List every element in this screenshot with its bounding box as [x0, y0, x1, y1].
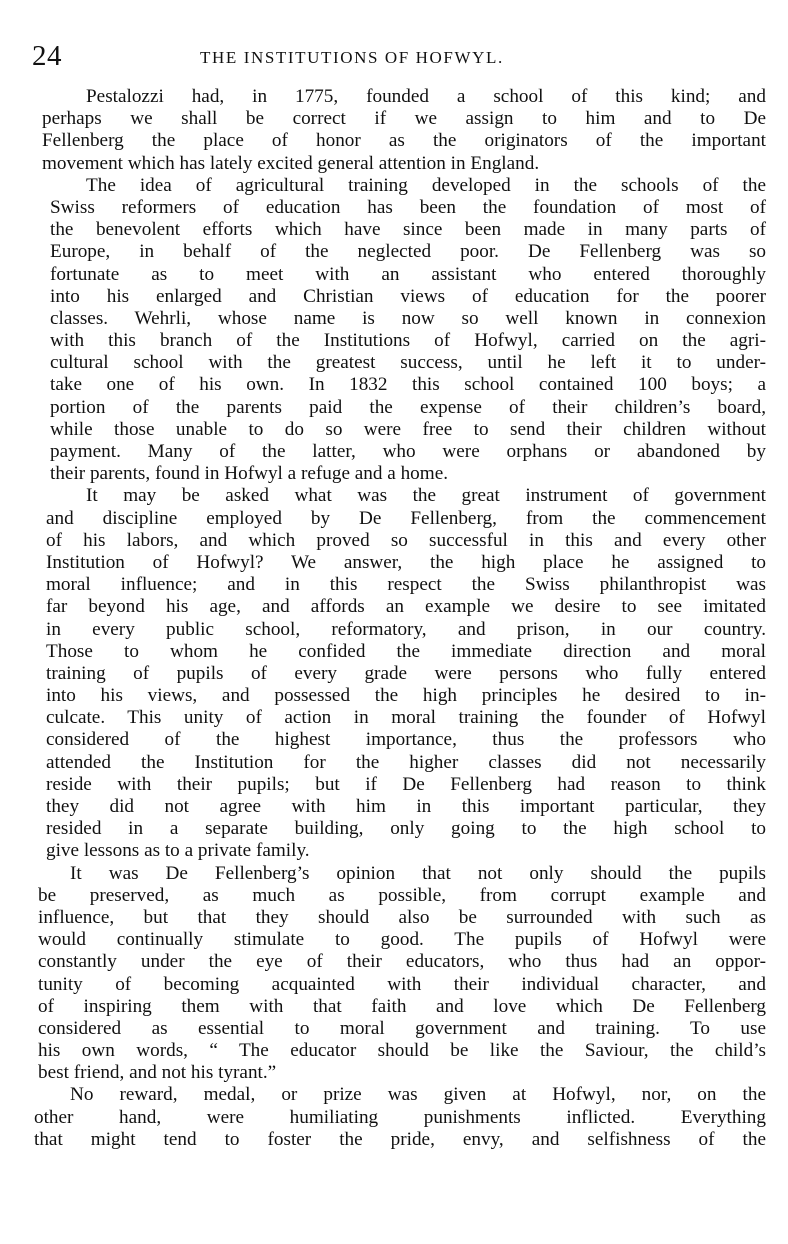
text-line: training of pupils of every grade were persons who fully entered [46, 662, 766, 684]
text-line: of his labors, and which proved so successful in this and every other [46, 529, 766, 551]
text-line: that might tend to foster the pride, envy, and selfishness of the [34, 1128, 766, 1150]
text-line: be preserved, as much as possible, from corrupt example and [38, 884, 766, 906]
text-line: culcate. This unity of action in moral training the founder of Hofwyl [46, 707, 766, 729]
text-line: and discipline employed by De Fellenberg, from the commencement [46, 507, 766, 529]
text-line: constantly under the eye of their educators, who thus had an oppor- [38, 951, 766, 973]
text-line: Europe, in behalf of the neglected poor. De Fellenberg was so [50, 241, 766, 263]
text-line: best friend, and not his tyrant.” [38, 1062, 277, 1084]
text-line: portion of the parents paid the expense of their children’s board, [50, 396, 766, 418]
text-line: attended the Institution for the higher classes did not necessarily [46, 751, 766, 773]
text-line: would continually stimulate to good. The pupils of Hofwyl were [38, 929, 766, 951]
text-line: It may be asked what was the great instrument of government [86, 485, 766, 507]
text-line: fortunate as to meet with an assistant who entered thoroughly [50, 263, 766, 285]
text-line: Swiss reformers of education has been the foundation of most of [50, 196, 766, 218]
body-text [34, 86, 766, 1151]
text-line: Fellenberg the place of honor as the originators of the important [42, 130, 766, 152]
text-line: of inspiring them with that faith and love which De Fellenberg [38, 995, 766, 1017]
text-line: movement which has lately excited general attention in England. [42, 152, 540, 174]
text-line: The idea of agricultural training developed in the schools of the [86, 174, 766, 196]
text-line: the benevolent efforts which have since been made in many parts of [50, 219, 766, 241]
text-line: far beyond his age, and affords an example we desire to see imitated [46, 596, 766, 618]
text-line: take one of his own. In 1832 this school contained 100 boys; a [50, 374, 766, 396]
text-line: while those unable to do so were free to send their children without [50, 418, 766, 440]
text-line: give lessons as to a private family. [46, 840, 310, 862]
text-line: in every public school, reformatory, and prison, in our country. [46, 618, 766, 640]
text-line: influence, but that they should also be surrounded with such as [38, 906, 766, 928]
page-header [32, 40, 772, 74]
text-line: other hand, were humiliating punishments inflicted. Everything [34, 1106, 766, 1128]
text-line: Pestalozzi had, in 1775, founded a school of this kind; and [86, 86, 766, 107]
text-line: his own words, “ The educator should be like the Saviour, the child’s [38, 1040, 766, 1062]
text-line: considered as essential to moral government and training. To use [38, 1017, 766, 1039]
text-line: reside with their pupils; but if De Fellenberg had reason to think [46, 773, 766, 795]
text-line: No reward, medal, or prize was given at Hofwyl, nor, on the [70, 1084, 766, 1106]
text-line: considered of the highest importance, thus the professors who [46, 729, 766, 751]
text-line: payment. Many of the latter, who were orphans or abandoned by [50, 441, 766, 462]
text-line: into his views, and possessed the high principles he desired to in- [46, 685, 766, 707]
text-line: perhaps we shall be correct if we assign to him and to De [42, 108, 766, 130]
text-line: moral influence; and in this respect the Swiss philanthropist was [46, 574, 766, 596]
text-line: Those to whom he confided the immediate direction and moral [46, 640, 766, 662]
running-title: THE INSTITUTIONS OF HOFWYL. [200, 48, 504, 67]
text-line: with this branch of the Institutions of Hofwyl, carried on the agri- [50, 330, 766, 352]
text-line: into his enlarged and Christian views of education for the poorer [50, 285, 766, 307]
page-number: 24 [32, 40, 62, 72]
text-line: Institution of Hofwyl? We answer, the high place he assigned to [46, 551, 766, 573]
text-line: It was De Fellenberg’s opinion that not only should the pupils [70, 862, 766, 884]
text-line: tunity of becoming acquainted with their individual character, and [38, 973, 766, 995]
text-line: cultural school with the greatest success, until he left it to under- [50, 352, 766, 374]
text-line: classes. Wehrli, whose name is now so well known in connexion [50, 307, 766, 329]
text-line: resided in a separate building, only going to the high school to [46, 818, 766, 840]
text-line: their parents, found in Hofwyl a refuge and a home. [50, 463, 449, 485]
text-line: they did not agree with him in this important particular, they [46, 796, 766, 817]
